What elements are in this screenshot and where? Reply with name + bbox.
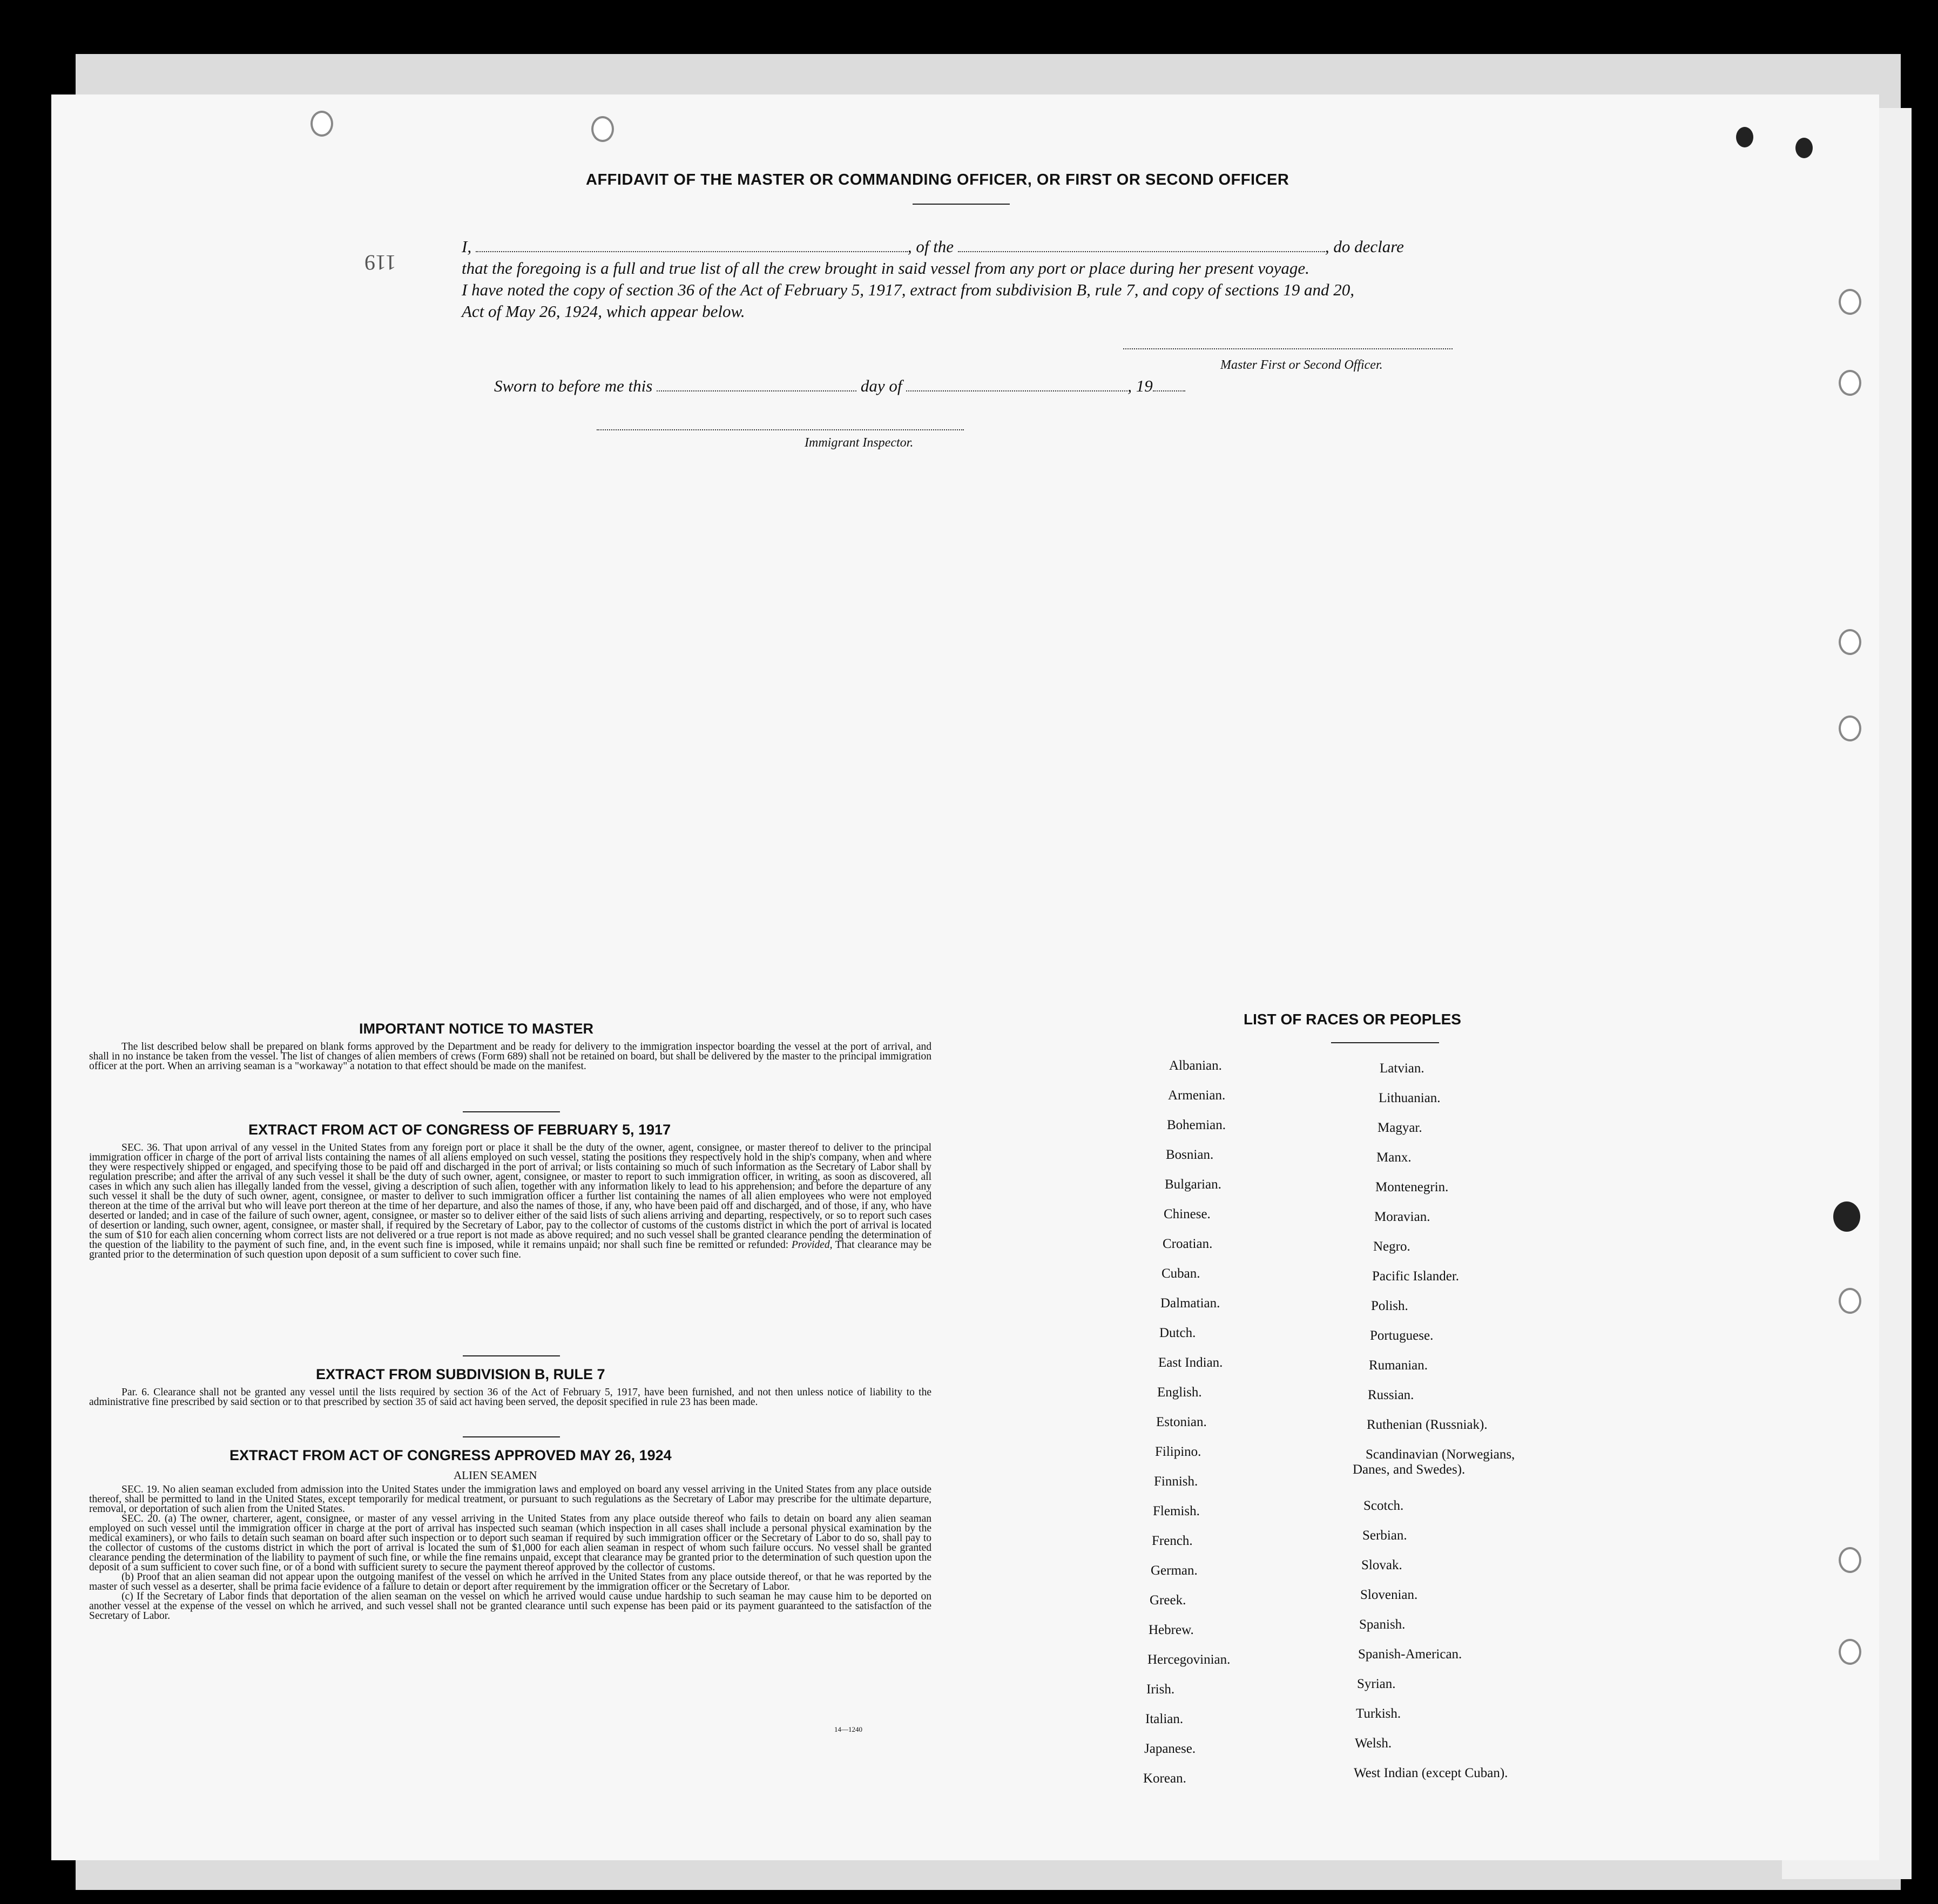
affidavit-line2: that the foregoing is a full and true list of all the crew brought in said vessel from any port or place during her present voyage. — [462, 259, 1309, 278]
race-item: Dutch. — [1159, 1326, 1196, 1340]
extract1917-title: EXTRACT FROM ACT OF CONGRESS OF FEBRUARY 5, 1917 — [248, 1122, 671, 1138]
of-the-label: , of the — [907, 237, 954, 256]
race-item: Scandinavian (Norwegians, — [1366, 1447, 1515, 1462]
race-item: Finnish. — [1154, 1474, 1198, 1489]
affidavit-title: AFFIDAVIT OF THE MASTER OR COMMANDING OFFICER, OR FIRST OR SECOND OFFICER — [586, 171, 1289, 188]
vessel-blank[interactable] — [958, 251, 1325, 252]
subdivb-body: Par. 6. Clearance shall not be granted any vessel until the lists required by section 36 of the Act of February 5, 1917, have been furnished, and not then unless notice of liability to the administrative fine prescribed by said section or to that prescribed by section 35 of said act having been served, the deposit specified in rule 23 has been made. — [89, 1387, 931, 1408]
form-number: 14—1240 — [834, 1725, 862, 1733]
binder-hole-icon — [591, 116, 614, 142]
race-item: Portuguese. — [1370, 1328, 1434, 1343]
binder-hole-icon — [1736, 127, 1753, 147]
race-item: Lithuanian. — [1379, 1091, 1441, 1105]
do-declare-label: , do declare — [1325, 237, 1404, 256]
race-item: Dalmatian. — [1160, 1296, 1220, 1311]
race-item: Spanish. — [1359, 1617, 1406, 1632]
race-item: German. — [1151, 1563, 1198, 1578]
race-item: English. — [1157, 1385, 1202, 1400]
sworn-line — [494, 375, 1185, 397]
race-item: Hebrew. — [1149, 1623, 1194, 1637]
race-item: Latvian. — [1380, 1061, 1424, 1076]
title-divider — [913, 204, 1010, 205]
race-item: Danes, and Swedes). — [1353, 1462, 1466, 1477]
race-item: Armenian. — [1168, 1088, 1226, 1103]
race-item: Magyar. — [1377, 1120, 1422, 1135]
binder-hole-icon — [1839, 289, 1861, 315]
proviso-word: Provided, — [791, 1239, 833, 1251]
sec20a-text: SEC. 20. (a) The owner, charterer, agent, consignee, or master of any vessel arriving in the United States from any place outside thereof who fails to detain on board any alien seaman employed on such vessel until the immigration officer in charge at the port of arrival has inspected such seaman (which inspection in all cases shall include a personal physical examination by the medical examiners), or who fails to detain such seaman on board after such inspection or to deport such seaman if required by such immigration officer or the Secretary of Labor to do so, shall pay to the collector of customs of the customs district in which the port of arrival is located the sum of $1,000 for each alien seaman in respect of whom such failure occurs. No vessel shall be granted clearance pending the determination of the liability to payment of such fine, or while the fine remains unpaid, except that clearance may be granted prior to the determination of such question upon the deposit of a sum sufficient to cover such fine, or of a bond with sufficient surety to secure the payment thereof approved by the collector of customs. — [89, 1513, 931, 1573]
race-item: Turkish. — [1356, 1706, 1401, 1721]
race-item: Spanish-American. — [1358, 1647, 1462, 1662]
master-signature-line[interactable] — [1123, 348, 1453, 349]
subdivb-title: EXTRACT FROM SUBDIVISION B, RULE 7 — [316, 1366, 605, 1382]
proviso-text: That clearance may be granted prior to the determination of such question upon deposit of a sum sufficient to cover such fine. — [89, 1239, 932, 1260]
day-of-label: day of — [860, 376, 902, 395]
race-item: Korean. — [1143, 1771, 1186, 1786]
binder-hole-icon — [1839, 1288, 1861, 1314]
i-label: I, — [462, 237, 472, 256]
affidavit-line4: Act of May 26, 1924, which appear below. — [462, 302, 745, 321]
race-item: Syrian. — [1357, 1677, 1396, 1691]
sec20c-text: (c) If the Secretary of Labor finds that deportation of the alien seaman on the vessel on which he arrived would cause undue hardship to such seaman he may cause him to be deported on another vessel at the expense of the vessel on which he arrived, and such vessel shall not be granted clearance until such expense has been paid or its payment guaranteed to the satisfaction of the Secretary of Labor. — [89, 1591, 931, 1622]
race-item: Polish. — [1371, 1299, 1408, 1313]
binder-hole-icon — [1839, 629, 1861, 655]
binder-hole-icon — [1839, 715, 1861, 741]
inspector-signature-line[interactable] — [597, 429, 964, 430]
race-item: Albanian. — [1169, 1058, 1222, 1073]
month-blank[interactable] — [906, 390, 1127, 391]
race-item: Slovak. — [1361, 1558, 1402, 1572]
section-divider — [463, 1436, 560, 1437]
year-blank[interactable] — [1153, 390, 1185, 391]
notice-body: The list described below shall be prepared on blank forms approved by the Department and be ready for delivery to the immigration inspector boarding the vessel at the port of arrival, and shall in no instance be taken from the vessel. The list of changes of alien members of crews (Form 689) shall not be retained on board, but shall be delivered by the master to the principal immigration officer at the port. When an arriving seaman is a "workaway" a notation to that effect should be made on the manifest. — [89, 1041, 931, 1072]
race-item: Pacific Islander. — [1372, 1269, 1460, 1284]
race-item: Welsh. — [1355, 1736, 1392, 1751]
race-item: East Indian. — [1158, 1355, 1223, 1370]
race-item: Bosnian. — [1166, 1147, 1214, 1162]
race-item: West Indian (except Cuban). — [1354, 1766, 1508, 1780]
document-page — [51, 94, 1879, 1860]
sec20b-text: (b) Proof that an alien seaman did not appear upon the outgoing manifest of the vessel on which he arrived in the United States from any place outside thereof, or that he was reported by the master of such vessel as a deserter, shall be prima facie evidence of a failure to detain or deport after requirement by the immigration officer or the Secretary of Labor. — [89, 1571, 931, 1592]
race-item: Flemish. — [1153, 1504, 1200, 1518]
section-divider — [463, 1355, 560, 1356]
race-item: Serbian. — [1362, 1528, 1407, 1543]
race-item: Italian. — [1145, 1712, 1184, 1726]
race-item: Filipino. — [1155, 1444, 1201, 1459]
race-item: Cuban. — [1162, 1266, 1200, 1281]
master-signature-label: Master First or Second Officer. — [1220, 358, 1383, 372]
race-item: Manx. — [1376, 1150, 1412, 1165]
race-item: Hercegovinian. — [1147, 1652, 1231, 1667]
race-item: Ruthenian (Russniak). — [1367, 1417, 1488, 1432]
binder-hole-icon — [1833, 1201, 1860, 1232]
affidavit-line1 — [462, 236, 1404, 258]
race-item: Croatian. — [1163, 1237, 1213, 1251]
sworn-label: Sworn to before me this — [494, 376, 653, 395]
races-divider — [1331, 1042, 1439, 1043]
race-item: Russian. — [1368, 1388, 1414, 1402]
race-item: Estonian. — [1156, 1415, 1207, 1429]
name-blank[interactable] — [476, 251, 908, 252]
extract1917-body — [89, 1143, 931, 1260]
race-item: Irish. — [1146, 1682, 1175, 1697]
sec36-text: SEC. 36. That upon arrival of any vessel in the United States from any foreign port or place it shall be the duty of the owner, agent, consignee, or master thereof to deliver to the principal immigration officer in charge of the port of arrival lists containing the names of all aliens employed on such vessel, stating the positions they respectively hold in the ship's company, when and where they were respectively shipped or engaged, and specifying those to be paid off and discharged in the port of arrival; or lists containing so much of such information as the Secretary of Labor shall by regulation prescribe; and after the arrival of any such vessel it shall be the duty of such owner, agent, consignee, or master to report to such immigration officer, in writing, as soon as discovered, all cases in which any such alien has illegally landed from the vessel, giving a description of such alien, together with any information likely to lead to his apprehension; and before the departure of any such vessel it shall be the duty of such owner, agent, consignee, or master to deliver to such immigration officer a further list containing the names of all alien employees who were not employed thereon at the time of the arrival but who will leave port thereon at the time of her departure, and also the names of those, if any, who have been paid off and discharged, and of those, if any, who have deserted or landed; and in case of the failure of such owner, agent, consignee, or master so to deliver either of the said lists of such aliens arriving and departing, respectively, or so to report such cases of desertion or landing, such owner, agent, consignee, or master shall, if required by the Secretary of Labor, pay to the collector of customs of the customs district in which the port of arrival is located the sum of $10 for each alien concerning whom correct lists are not delivered or a true report is not made as above required; and no such vessel shall be granted clearance pending the determination of the question of the liability to the payment of such fine, and, in the event such fine is imposed, while it remains unpaid; nor shall such fine be remitted or refunded: — [89, 1142, 931, 1251]
race-item: Bohemian. — [1167, 1118, 1226, 1132]
alien-seamen-subtitle: ALIEN SEAMEN — [454, 1469, 537, 1482]
binder-hole-icon — [1839, 1547, 1861, 1573]
race-item: Moravian. — [1374, 1210, 1430, 1224]
extract1924-title: EXTRACT FROM ACT OF CONGRESS APPROVED MAY 26, 1924 — [229, 1447, 672, 1463]
races-title: LIST OF RACES OR PEOPLES — [1244, 1011, 1461, 1028]
race-item: Rumanian. — [1369, 1358, 1428, 1373]
inspector-label: Immigrant Inspector. — [805, 436, 914, 450]
race-item: Montenegrin. — [1375, 1180, 1449, 1194]
race-item: Slovenian. — [1360, 1588, 1418, 1602]
race-item: Japanese. — [1144, 1741, 1196, 1756]
race-item: Scotch. — [1363, 1498, 1404, 1513]
section-divider — [463, 1111, 560, 1112]
race-item: Chinese. — [1164, 1207, 1211, 1221]
binder-hole-icon — [1795, 138, 1813, 158]
day-blank[interactable] — [657, 390, 856, 391]
notice-title: IMPORTANT NOTICE TO MASTER — [359, 1021, 593, 1037]
binder-hole-icon — [1839, 370, 1861, 396]
race-item: Bulgarian. — [1165, 1177, 1221, 1192]
binder-hole-icon — [310, 111, 333, 137]
affidavit-line3: I have noted the copy of section 36 of the Act of February 5, 1917, extract from subdivision B, rule 7, and copy of sections 19 and 20, — [462, 280, 1355, 299]
sec19-text: SEC. 19. No alien seaman excluded from admission into the United States under the immigration laws and employed on board any vessel arriving in the United States from any place outside thereof, shall be permitted to land in the United States, except temporarily for medical treatment, or pursuant to such regulations as the Secretary of Labor may prescribe for the ultimate departure, removal, or deportation of such alien from the United States. — [89, 1484, 931, 1515]
year-label: , 19 — [1127, 376, 1153, 395]
extract1924-body — [89, 1485, 931, 1621]
race-item: Negro. — [1373, 1239, 1410, 1254]
margin-number: 119 — [364, 251, 396, 275]
race-item: French. — [1152, 1534, 1193, 1548]
binder-hole-icon — [1839, 1639, 1861, 1665]
race-item: Greek. — [1150, 1593, 1186, 1608]
